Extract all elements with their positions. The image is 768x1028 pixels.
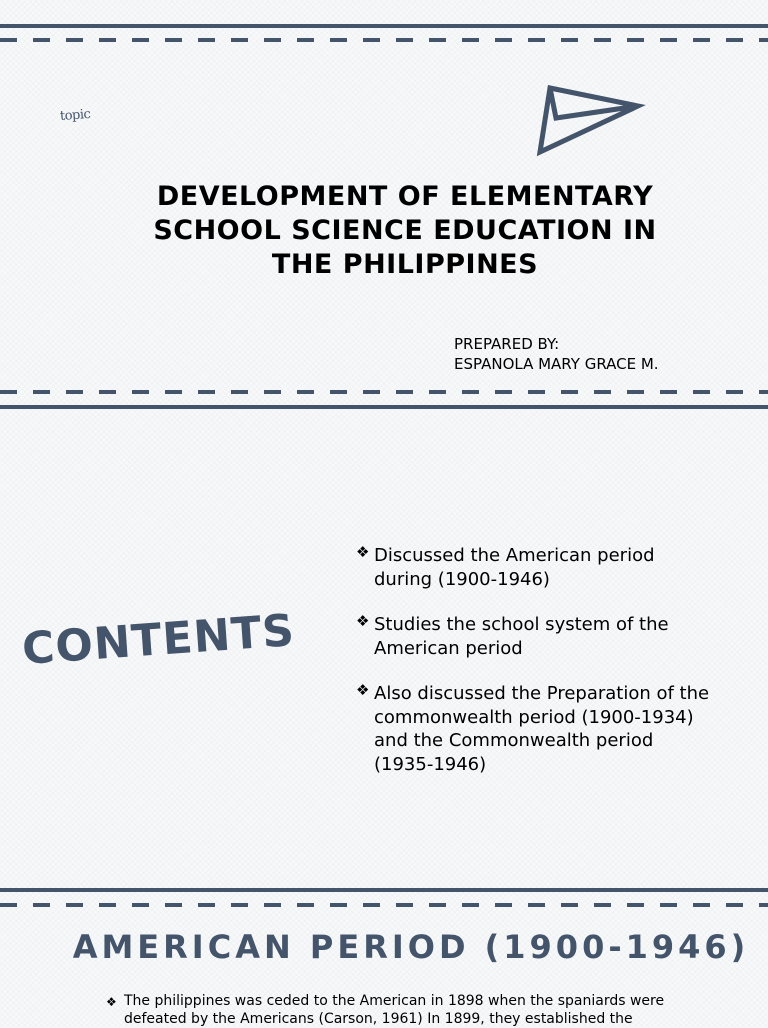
bullet-text: Studies the school system of the American period — [374, 614, 669, 659]
top-border-dashed — [0, 38, 768, 42]
slide3-top-dashed — [0, 903, 768, 907]
bullet-text: Also discussed the Preparation of the commonwealth period (1900-1934) and the Commonwealth period (1935-1946) — [374, 683, 710, 775]
bullet-diamond-icon: ❖ — [356, 681, 370, 699]
prepared-by-label: PREPARED BY: — [454, 335, 560, 353]
list-item — [356, 613, 716, 660]
slide-separator — [0, 888, 768, 892]
bullet-diamond-icon: ❖ — [106, 995, 117, 1009]
author-name: ESPANOLA MARY GRACE M. — [454, 355, 659, 373]
bullet-diamond-icon: ❖ — [356, 612, 370, 630]
paragraph-block — [106, 992, 706, 1028]
contents-title: CONTENTS — [20, 605, 297, 676]
list-item — [356, 682, 716, 776]
bullet-diamond-icon: ❖ — [356, 543, 370, 561]
list-item — [356, 544, 716, 591]
paper-plane-icon — [534, 84, 646, 162]
slide-separator — [0, 405, 768, 409]
paragraph-text: The philippines was ceded to the American in 1898 when the spaniards were defeated by the Americans (Carson, 1961) In 1899, they established the — [124, 993, 665, 1027]
topic-tag: topic — [59, 106, 91, 125]
contents-bullet-list — [356, 544, 716, 798]
top-border-solid — [0, 24, 768, 28]
slide1-bottom-dashed — [0, 390, 768, 394]
section-title: AMERICAN PERIOD (1900-1946) — [72, 928, 750, 966]
presentation-title: DEVELOPMENT OF ELEMENTARY SCHOOL SCIENCE EDUCATION IN THE PHILIPPINES — [153, 181, 657, 280]
prepared-by-block — [454, 334, 659, 374]
bullet-text: Discussed the American period during (1900-1946) — [374, 545, 655, 590]
